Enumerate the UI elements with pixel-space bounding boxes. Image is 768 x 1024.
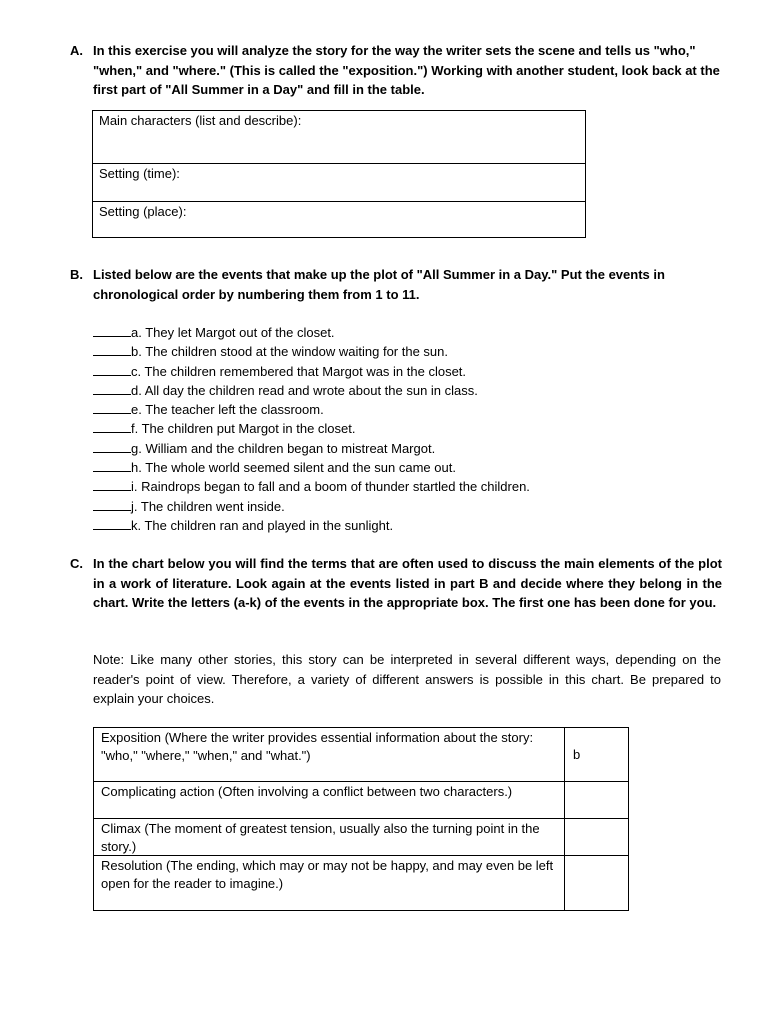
term-complicating-action: Complicating action (Often involving a conflict between two characters.): [101, 784, 513, 799]
term-cell: [94, 728, 565, 782]
answer-cell[interactable]: [565, 728, 629, 782]
list-item: [93, 362, 530, 381]
event-text: f. The children put Margot in the closet.: [131, 421, 356, 437]
plot-elements-table: [93, 727, 629, 911]
answer-blank[interactable]: [93, 458, 131, 472]
section-c-letter: C.: [70, 556, 83, 571]
list-item: [93, 342, 530, 361]
section-a-letter: A.: [70, 43, 83, 58]
section-c-note: Note: Like many other stories, this story can be interpreted in several different ways, depending on the reader's point of view. Therefore, a variety of different answers is possible in this chart. Be prepared to explain your choices.: [93, 652, 721, 706]
answer-blank[interactable]: [93, 497, 131, 511]
section-a: [70, 41, 722, 100]
event-text: h. The whole world seemed silent and the sun came out.: [131, 460, 456, 476]
main-characters-cell[interactable]: [93, 111, 586, 164]
events-list: [93, 323, 530, 535]
answer-blank[interactable]: [93, 323, 131, 337]
setting-place-cell[interactable]: [93, 202, 586, 238]
event-text: k. The children ran and played in the sunlight.: [131, 517, 394, 533]
setting-place-label: Setting (place):: [99, 204, 187, 219]
event-text: e. The teacher left the classroom.: [131, 402, 324, 418]
term-cell: [94, 856, 565, 911]
section-b-instructions: Listed below are the events that make up the plot of "All Summer in a Day." Put the events in chronological order by numbering them from 1 to 11.: [93, 267, 665, 302]
term-climax: Climax (The moment of greatest tension, usually also the turning point in the story.): [101, 821, 540, 854]
setting-time-label: Setting (time):: [99, 166, 180, 181]
answer-exposition: b: [573, 746, 581, 762]
list-item: [93, 516, 530, 535]
list-item: [93, 497, 530, 516]
section-c: [70, 554, 722, 613]
answer-blank[interactable]: [93, 400, 131, 414]
event-text: c. The children remembered that Margot was in the closet.: [131, 363, 467, 379]
answer-cell[interactable]: [565, 782, 629, 819]
event-text: i. Raindrops began to fall and a boom of thunder startled the children.: [131, 479, 530, 495]
section-b: [70, 265, 722, 304]
answer-blank[interactable]: [93, 419, 131, 433]
section-a-instructions: In this exercise you will analyze the story for the way the writer sets the scene and tells us "who," "when," and "where." (This is called the "exposition.") Working with another student, look back at the first part of "All Summer in a Day" and fill in the table.: [93, 43, 720, 97]
answer-blank[interactable]: [93, 477, 131, 491]
answer-blank[interactable]: [93, 516, 131, 530]
term-resolution: Resolution (The ending, which may or may not be happy, and may even be left open for the reader to imagine.): [101, 858, 554, 891]
answer-blank[interactable]: [93, 381, 131, 395]
list-item: [93, 400, 530, 419]
list-item: [93, 381, 530, 400]
list-item: [93, 439, 530, 458]
list-item: [93, 477, 530, 496]
table-row: [94, 819, 629, 856]
list-item: [93, 323, 530, 342]
answer-cell[interactable]: [565, 819, 629, 856]
section-b-letter: B.: [70, 267, 83, 282]
term-cell: [94, 819, 565, 856]
list-item: [93, 419, 530, 438]
table-row: [94, 782, 629, 819]
event-text: d. All day the children read and wrote about the sun in class.: [131, 382, 478, 398]
main-characters-label: Main characters (list and describe):: [99, 113, 302, 128]
event-text: b. The children stood at the window waiting for the sun.: [131, 344, 449, 360]
event-text: a. They let Margot out of the closet.: [131, 325, 335, 340]
table-row: [94, 856, 629, 911]
answer-blank[interactable]: [93, 342, 131, 356]
section-c-instructions: In the chart below you will find the terms that are often used to discuss the main elements of the plot in a work of literature. Look again at the events listed in part B and decide where they belong in the chart. Write the letters (a-k) of the events in the appropriate box. The first one has been done for you.: [93, 556, 722, 610]
answer-blank[interactable]: [93, 362, 131, 376]
answer-cell[interactable]: [565, 856, 629, 911]
event-text: j. The children went inside.: [131, 498, 285, 514]
term-exposition: Exposition (Where the writer provides essential information about the story: "who," "where," "when," and "what."): [101, 730, 534, 763]
table-row: [94, 728, 629, 782]
exposition-table: [92, 110, 586, 238]
term-cell: [94, 782, 565, 819]
event-text: g. William and the children began to mistreat Margot.: [131, 440, 436, 456]
list-item: [93, 458, 530, 477]
setting-time-cell[interactable]: [93, 164, 586, 202]
answer-blank[interactable]: [93, 439, 131, 453]
